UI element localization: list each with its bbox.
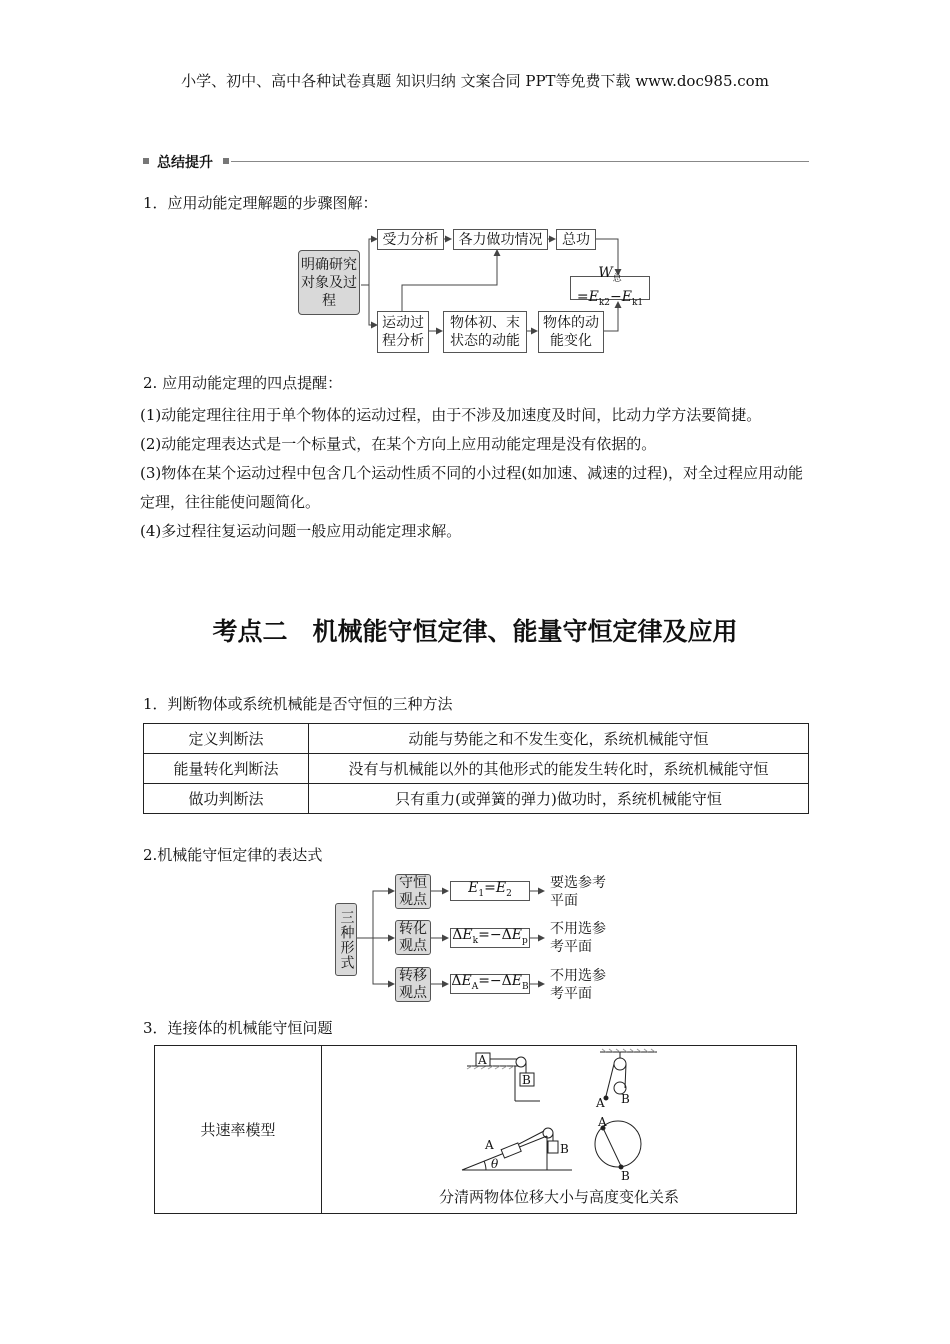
reminder-point: (3)物体在某个运动过程中包含几个运动性质不同的小过程(如加速、减速的过程)，对全过程应用动能定理，往往能使问题简化。 [140,464,803,511]
reminder-point: (1)动能定理往往用于单个物体的运动过程，由于不涉及加速度及时间，比动力学方法要简捷。 [140,406,762,424]
flow-motion-analysis-box: 运动过程分析 [377,311,429,353]
connected-title: 3．连接体的机械能守恒问题 [143,1019,333,1037]
label-a: A [596,1096,605,1110]
connected-caption: 分清两物体位移大小与高度变化关系 [438,1188,679,1206]
methods-table [143,723,809,814]
method-name: 定义判断法 [144,724,309,754]
connected-table [154,1045,797,1214]
formula-box: $\Delta E_A=-\Delta E_B$ [450,974,530,994]
expressions-title: 2.机械能守恒定律的表达式 [143,846,323,864]
connected-body-figures [322,1046,797,1181]
method-desc: 只有重力(或弹簧的弹力)做功时，系统机械能守恒 [309,784,809,814]
table-row [155,1046,797,1214]
note-text: 不用选参考平面 [550,968,606,1002]
table-row [144,754,809,784]
methods-title: 1．判断物体或系统机械能是否守恒的三种方法 [143,695,453,713]
table-row [144,724,809,754]
item2-title: 2. 应用动能定理的四点提醒： [143,374,343,392]
summary-section-heading [143,152,809,172]
label-b: B [621,1092,630,1106]
view-box: 守恒观点 [395,874,431,909]
method-name: 做功判断法 [144,784,309,814]
expressions-diagram [330,870,630,1010]
method-desc: 没有与机械能以外的其他形式的能发生转化时，系统机械能守恒 [309,754,809,784]
label-b: B [522,1073,531,1087]
flow-ke-change-box: 物体的动能变化 [538,311,604,353]
reminder-point: (2)动能定理表达式是一个标量式，在某个方向上应用动能定理是没有依据的。 [140,435,657,453]
flow-formula-box: $W_总=E_{k2}-E_{k1}$ [570,276,650,300]
flow-ke-states-box: 物体初、末状态的动能 [443,311,527,353]
section-label: 总结提升 [157,155,213,171]
square-bullet-icon [223,158,229,164]
kinetic-energy-flowchart [295,225,660,360]
reminder-point: (4)多过程往复运动问题一般应用动能定理求解。 [140,522,462,540]
label-b: B [560,1142,569,1156]
formula-box: $E_1=E_2$ [450,881,530,901]
square-bullet-icon [143,158,149,164]
view-box: 转化观点 [395,920,431,955]
note-text: 不用选参考平面 [550,921,606,955]
method-desc: 动能与势能之和不发生变化，系统机械能守恒 [309,724,809,754]
divider [231,161,809,162]
flow-force-analysis-box: 受力分析 [377,229,444,250]
method-name: 能量转化判断法 [144,754,309,784]
label-a: A [485,1138,494,1152]
model-figures-cell [322,1046,797,1214]
flow-total-work-box: 总功 [556,229,596,250]
model-name: 共速率模型 [155,1046,322,1214]
label-theta: θ [491,1157,499,1171]
topic-title: 考点二 机械能守恒定律、能量守恒定律及应用 [212,617,738,646]
flow-work-box: 各力做功情况 [453,229,548,250]
label-a: A [478,1053,487,1067]
reminder-points [140,401,812,546]
note-text: 要选参考平面 [550,875,606,909]
label-a: A [598,1115,607,1129]
expressions-root-box: 三种形式 [335,903,357,976]
table-row [144,784,809,814]
formula-box: $\Delta E_k=-\Delta E_p$ [450,928,530,948]
flow-start-box: 明确研究对象及过程 [298,250,360,315]
label-b: B [621,1169,630,1181]
item1-title: 1．应用动能定理解题的步骤图解： [143,194,378,212]
page-header: 小学、初中、高中各种试卷真题 知识归纳 文案合同 PPT等免费下载 www.doc985.com [181,72,769,90]
view-box: 转移观点 [395,967,431,1002]
